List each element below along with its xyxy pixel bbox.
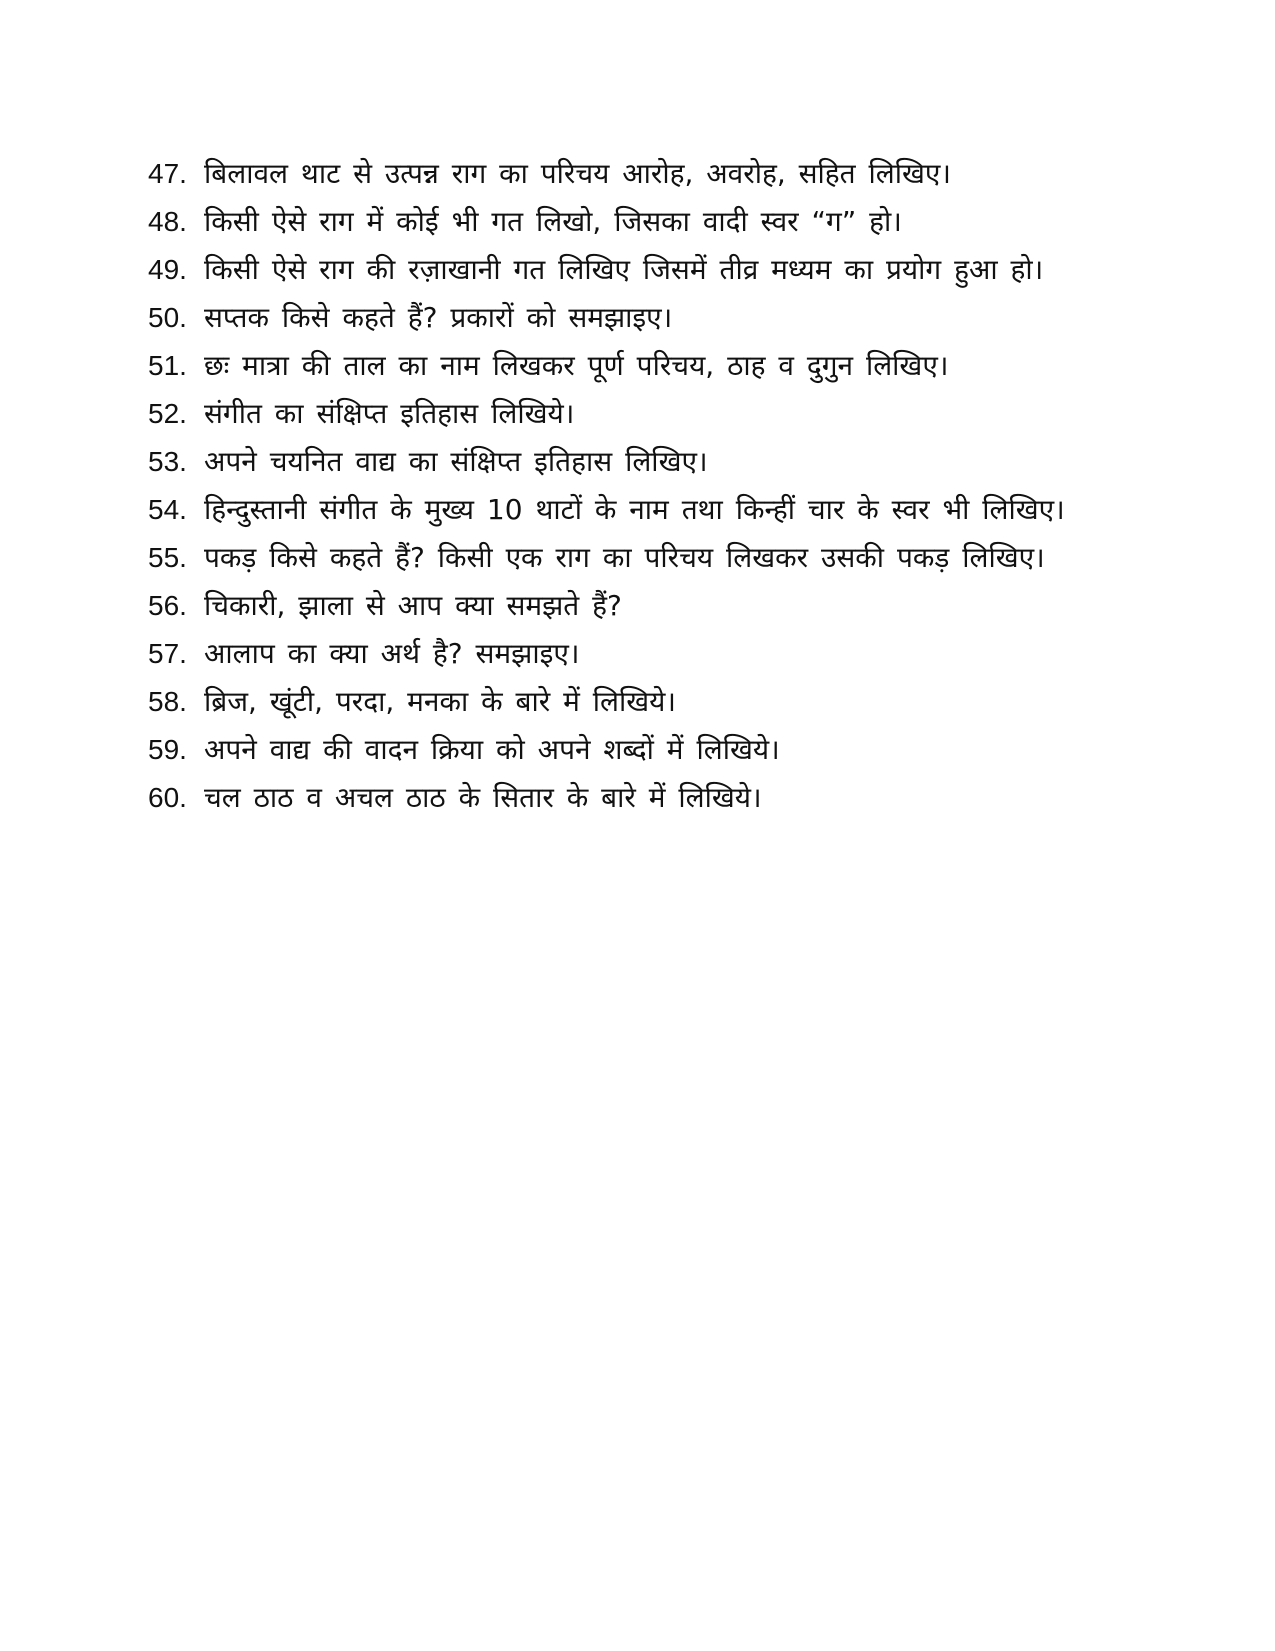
question-text: किसी ऐसे राग में कोई भी गत लिखो, जिसका वादी स्वर “ग” हो। [204,205,902,238]
question-item [148,342,1128,390]
question-number: 54. [148,494,187,525]
question-text: बिलावल थाट से उत्पन्न राग का परिचय आरोह, अवरोह, सहित लिखिए। [204,157,952,190]
question-number: 47. [148,158,187,189]
question-item [148,486,1128,534]
question-number: 51. [148,350,187,381]
question-text: छः मात्रा की ताल का नाम लिखकर पूर्ण परिचय, ठाह व दुगुन लिखिए। [204,349,949,382]
question-item [148,630,1128,678]
question-item [148,582,1128,630]
question-item [148,726,1128,774]
question-number: 55. [148,542,187,573]
question-item [148,534,1128,582]
question-item [148,150,1128,198]
question-text: किसी ऐसे राग की रज़ाखानी गत लिखिए जिसमें तीव्र मध्यम का प्रयोग हुआ हो। [204,253,1044,286]
question-number: 49. [148,254,187,285]
document-page [148,150,1128,822]
question-item [148,774,1128,822]
question-number: 48. [148,206,187,237]
question-text: चिकारी, झाला से आप क्या समझते हैं? [204,589,622,622]
question-number: 58. [148,686,187,717]
question-text: अपने चयनित वाद्य का संक्षिप्त इतिहास लिखिए। [204,445,708,478]
question-item [148,294,1128,342]
question-list [148,150,1128,822]
question-text: आलाप का क्या अर्थ है? समझाइए। [204,637,580,670]
question-number: 59. [148,734,187,765]
question-text: सप्तक किसे कहते हैं? प्रकारों को समझाइए। [204,301,673,334]
question-item [148,390,1128,438]
question-number: 60. [148,782,187,813]
question-text: अपने वाद्य की वादन क्रिया को अपने शब्दों में लिखिये। [204,733,780,766]
question-number: 53. [148,446,187,477]
question-item [148,678,1128,726]
question-text: पकड़ किसे कहते हैं? किसी एक राग का परिचय लिखकर उसकी पकड़ लिखिए। [204,541,1045,574]
question-item [148,246,1128,294]
question-text: हिन्दुस्तानी संगीत के मुख्य 10 थाटों के नाम तथा किन्हीं चार के स्वर भी लिखिए। [204,493,1065,526]
question-number: 52. [148,398,187,429]
question-item [148,198,1128,246]
question-text: ब्रिज, खूंटी, परदा, मनका के बारे में लिखिये। [204,685,676,718]
question-number: 56. [148,590,187,621]
question-item [148,438,1128,486]
question-text: चल ठाठ व अचल ठाठ के सितार के बारे में लिखिये। [204,781,762,814]
question-number: 57. [148,638,187,669]
question-text: संगीत का संक्षिप्त इतिहास लिखिये। [204,397,575,430]
question-number: 50. [148,302,187,333]
